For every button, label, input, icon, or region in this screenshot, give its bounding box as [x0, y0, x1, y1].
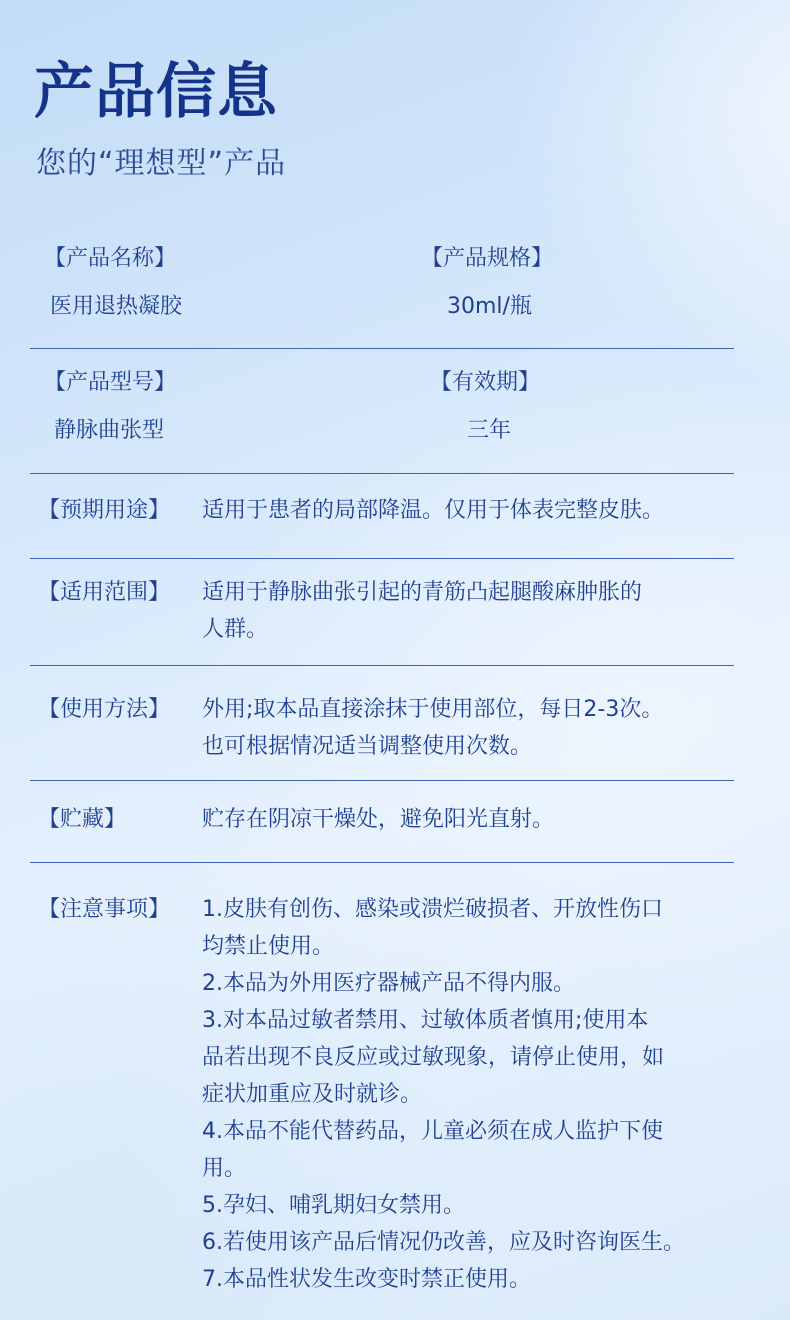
divider: [30, 473, 734, 474]
notes-line: 5.孕妇、哺乳期妇女禁用。: [202, 1193, 465, 1218]
method-text: [202, 691, 762, 765]
notes-line: 用。: [202, 1156, 247, 1181]
notes-line: 品若出现不良反应或过敏现象，请停止使用，如: [202, 1045, 665, 1070]
scope-label: 【适用范围】: [38, 580, 171, 605]
product-name-value: 医用退热凝胶: [50, 294, 183, 319]
notes-line: 4.本品不能代替药品，儿童必须在成人监护下使: [202, 1119, 663, 1144]
method-line: 外用;取本品直接涂抹于使用部位，每日2-3次。: [202, 697, 664, 722]
notes-text: [202, 891, 762, 1298]
product-spec-label: 【产品规格】: [421, 246, 554, 271]
product-name-label: 【产品名称】: [44, 246, 177, 271]
method-line: 也可根据情况适当调整使用次数。: [202, 734, 533, 759]
divider: [30, 862, 734, 863]
storage-label: 【贮藏】: [38, 807, 127, 832]
notes-line: 症状加重应及时就诊。: [202, 1082, 423, 1107]
divider: [30, 558, 734, 559]
notes-line: 7.本品性状发生改变时禁正使用。: [202, 1267, 531, 1292]
notes-line: 1.皮肤有创伤、感染或溃烂破损者、开放性伤口: [202, 897, 663, 922]
divider: [30, 348, 734, 349]
storage-text: [202, 801, 762, 838]
product-spec-value: 30ml/瓶: [447, 294, 532, 319]
notes-label: 【注意事项】: [38, 897, 171, 922]
product-model-value: 静脉曲张型: [54, 418, 165, 443]
page-subtitle: 您的“理想型”产品: [36, 146, 287, 181]
usage-text: [202, 492, 762, 529]
notes-line: 2.本品为外用医疗器械产品不得内服。: [202, 971, 575, 996]
storage-line: 贮存在阴凉干燥处，避免阳光直射。: [202, 807, 555, 832]
notes-line: 3.对本品过敏者禁用、过敏体质者慎用;使用本: [202, 1008, 649, 1033]
validity-label: 【有效期】: [430, 370, 541, 395]
scope-line: 人群。: [202, 617, 269, 642]
divider: [30, 665, 734, 666]
usage-line: 适用于患者的局部降温。仅用于体表完整皮肤。: [202, 498, 665, 523]
validity-value: 三年: [467, 418, 512, 443]
product-model-label: 【产品型号】: [44, 370, 177, 395]
scope-line: 适用于静脉曲张引起的青筋凸起腿酸麻肿胀的: [202, 580, 643, 605]
notes-line: 6.若使用该产品后情况仍改善，应及时咨询医生。: [202, 1230, 685, 1255]
divider: [30, 780, 734, 781]
scope-text: [202, 574, 762, 648]
page-title: 产品信息: [34, 57, 278, 127]
usage-label: 【预期用途】: [38, 498, 171, 523]
notes-line: 均禁止使用。: [202, 934, 335, 959]
method-label: 【使用方法】: [38, 697, 171, 722]
